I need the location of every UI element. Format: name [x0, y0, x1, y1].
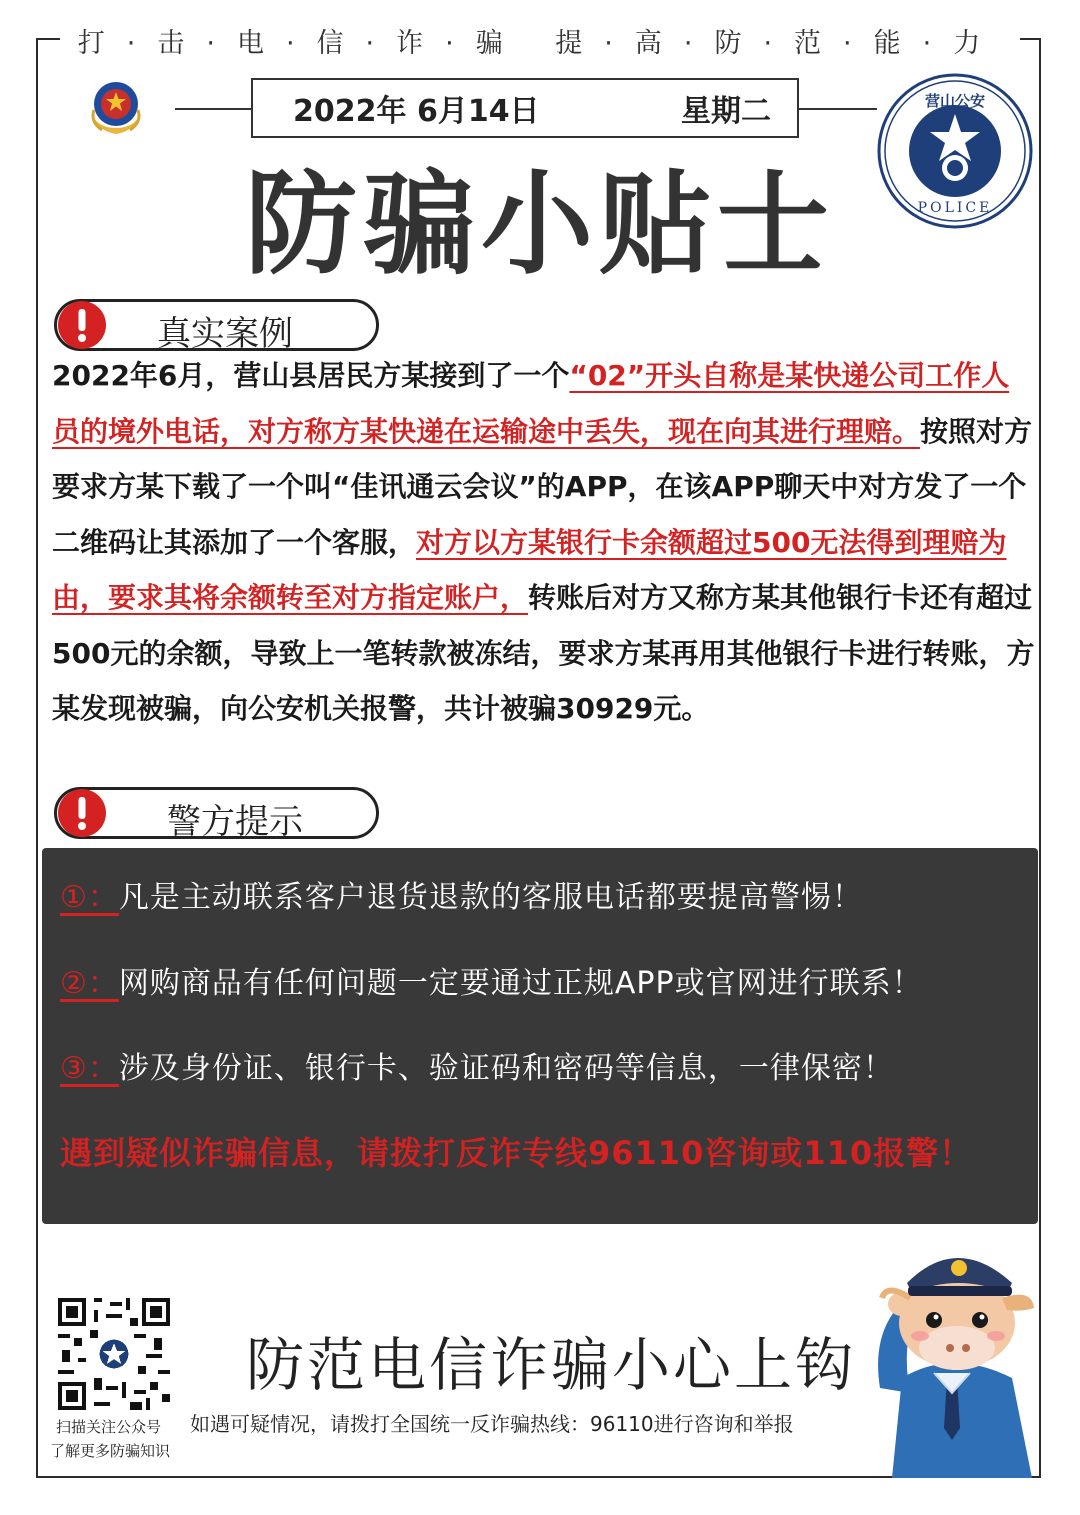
date-text: 2022年 6月14日: [293, 94, 540, 129]
tip-number: ③：: [60, 1051, 119, 1086]
police-heading-label: 警方提示: [167, 802, 303, 842]
date-box: [251, 78, 799, 138]
police-mascot-icon: [862, 1228, 1042, 1478]
tip-number: ②：: [60, 966, 119, 1001]
case-text-segment: 2022年6月，营山县居民方某接到了一个: [52, 359, 570, 392]
tip-item: [60, 872, 863, 916]
tip-text: 凡是主动联系客户退货退款的客服电话都要提高警惕！: [118, 880, 863, 915]
tip-item: [60, 958, 923, 1002]
fraud-warning: 遇到疑似诈骗信息，请拨打反诈专线96110咨询或110报警！: [60, 1134, 973, 1172]
police-seal-icon: [876, 72, 1034, 230]
seal-top-text: 营山公安: [924, 92, 986, 110]
qr-caption: 了解更多防骗知识: [50, 1442, 171, 1460]
tip-item: [60, 1043, 894, 1087]
seal-bottom-text: POLICE: [917, 200, 993, 216]
case-section-heading: [54, 299, 379, 354]
footer-slogan: 防范电信诈骗小心上钩: [246, 1331, 857, 1399]
police-section-heading: [54, 787, 379, 842]
case-text-highlight: “02”开头自称是某快递公司工作人员的境外电话，对方称方某快递在运输途中丢失，现在向其进行理赔。: [52, 359, 1010, 448]
hotline-text: 如遇可疑情况，请拨打全国统一反诈骗热线：96110进行咨询和举报: [190, 1412, 794, 1436]
case-text-highlight: 对方以方某银行卡余额超过500无法得到理赔为由，要求其将余额转至对方指定账户，: [52, 525, 1007, 614]
qr-code-icon[interactable]: [58, 1298, 170, 1410]
tip-text: 涉及身份证、银行卡、验证码和密码等信息，一律保密！: [118, 1051, 894, 1086]
tip-number: ①：: [60, 880, 119, 915]
case-heading-label: 真实案例: [157, 314, 293, 354]
alert-icon: [57, 788, 107, 838]
border-top-right: [1018, 38, 1041, 40]
top-slogan: [60, 20, 1020, 60]
top-slogan-text: 打·击·电·信·诈·骗 提·高·防·范·能·力: [77, 27, 1003, 59]
date-rule-right: [797, 108, 877, 110]
tip-text: 网购商品有任何问题一定要通过正规APP或官网进行联系！: [118, 966, 923, 1001]
qr-caption: 扫描关注公众号: [56, 1418, 162, 1436]
case-text-segment: 按照对方要求方某下载了一个叫“佳讯通云会议”的APP，在该APP聊天中对方发了一个二维码让其添加了一个客服，: [52, 414, 1033, 559]
case-text-segment: 转账后对方又称方某其他银行卡还有超过500元的余额，导致上一笔转款被冻结，要求方某再用其他银行卡进行转账，方某发现被骗，向公安机关报警，共计被骗30929元。: [52, 581, 1035, 725]
weekday-text: 星期二: [681, 94, 771, 129]
date-rule-left: [175, 108, 253, 110]
page-title: 防骗小贴士: [245, 160, 835, 290]
alert-icon: [57, 300, 107, 350]
national-emblem-icon: [80, 70, 152, 142]
case-paragraph: [52, 348, 1037, 737]
